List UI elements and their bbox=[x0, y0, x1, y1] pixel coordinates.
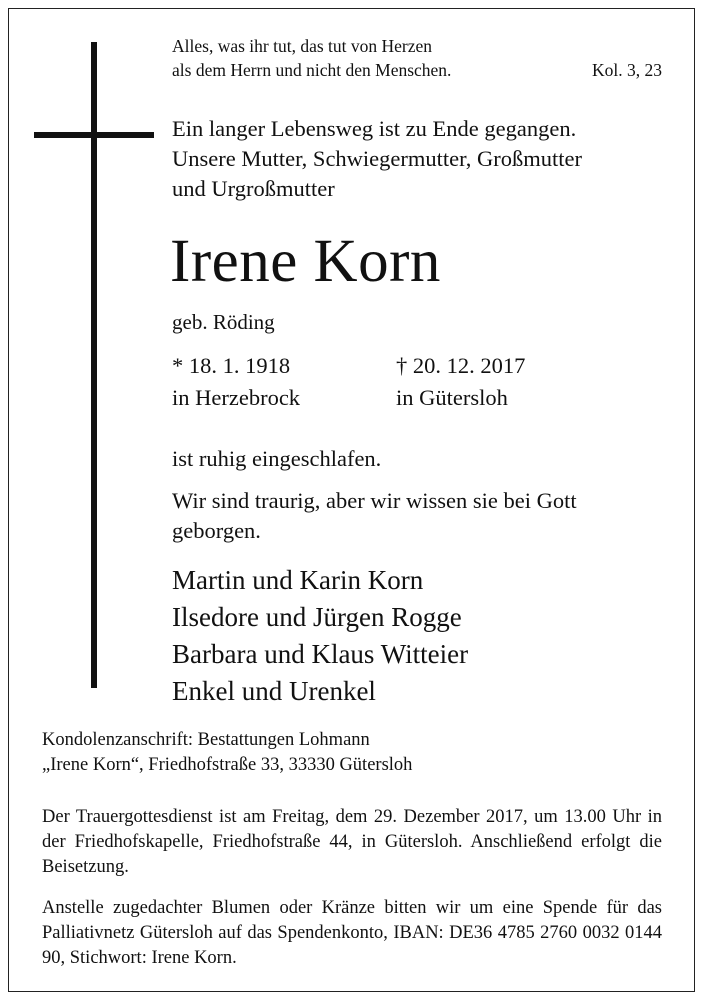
faith-text bbox=[172, 486, 672, 546]
faith-line-1: Wir sind traurig, aber wir wissen sie bei Gott bbox=[172, 488, 577, 513]
faith-line-2: geborgen. bbox=[172, 518, 261, 543]
birth-name: geb. Röding bbox=[172, 310, 275, 334]
intro-line-3: und Urgroßmutter bbox=[172, 176, 335, 201]
mourner-item: Ilsedore und Jürgen Rogge bbox=[172, 602, 462, 632]
asleep-text: ist ruhig eingeschlafen. bbox=[172, 446, 382, 471]
birth-place: in Herzebrock bbox=[172, 385, 301, 410]
death-place: in Gütersloh bbox=[396, 385, 508, 410]
mourners-list bbox=[172, 562, 468, 710]
death-info bbox=[396, 350, 525, 414]
funeral-service-info: Der Trauergottesdienst ist am Freitag, dem 29. Dezember 2017, um 13.00 Uhr in der Friedhofskapelle, Friedhofstraße 44, in Gütersloh. Anschließend erfolgt die Beisetzung. bbox=[42, 807, 662, 877]
verse-line-1: Alles, was ihr tut, das tut von Herzen bbox=[172, 36, 433, 56]
condolence-line-2: „Irene Korn“, Friedhofstraße 33, 33330 Gütersloh bbox=[42, 755, 413, 775]
mourner-item: Enkel und Urenkel bbox=[172, 676, 376, 706]
birth-date: * 18. 1. 1918 bbox=[172, 353, 291, 378]
intro-line-2: Unsere Mutter, Schwiegermutter, Großmutter bbox=[172, 146, 582, 171]
birth-info bbox=[172, 350, 300, 414]
verse-line-2: als dem Herrn und nicht den Menschen. bbox=[172, 60, 452, 80]
mourner-item: Martin und Karin Korn bbox=[172, 565, 424, 595]
intro-text bbox=[172, 114, 672, 204]
cross-icon-horizontal-bar bbox=[34, 132, 154, 138]
cross-icon-vertical-bar bbox=[91, 42, 97, 688]
donation-request: Anstelle zugedachter Blumen oder Kränze bitten wir um eine Spende für das Palliativnetz Gütersloh auf das Spendenkonto, IBAN: DE36 4785 2760 0032 0144 90, Stichwort: Irene Korn. bbox=[42, 898, 662, 968]
condolence-address bbox=[42, 728, 412, 778]
death-date: † 20. 12. 2017 bbox=[396, 353, 526, 378]
condolence-line-1: Kondolenzanschrift: Bestattungen Lohmann bbox=[42, 730, 370, 750]
bible-verse bbox=[172, 34, 662, 82]
verse-reference: Kol. 3, 23 bbox=[592, 60, 662, 80]
deceased-name: Irene Korn bbox=[170, 228, 441, 295]
mourner-item: Barbara und Klaus Witteier bbox=[172, 639, 469, 669]
intro-line-1: Ein langer Lebensweg ist zu Ende gegangen. bbox=[172, 116, 577, 141]
